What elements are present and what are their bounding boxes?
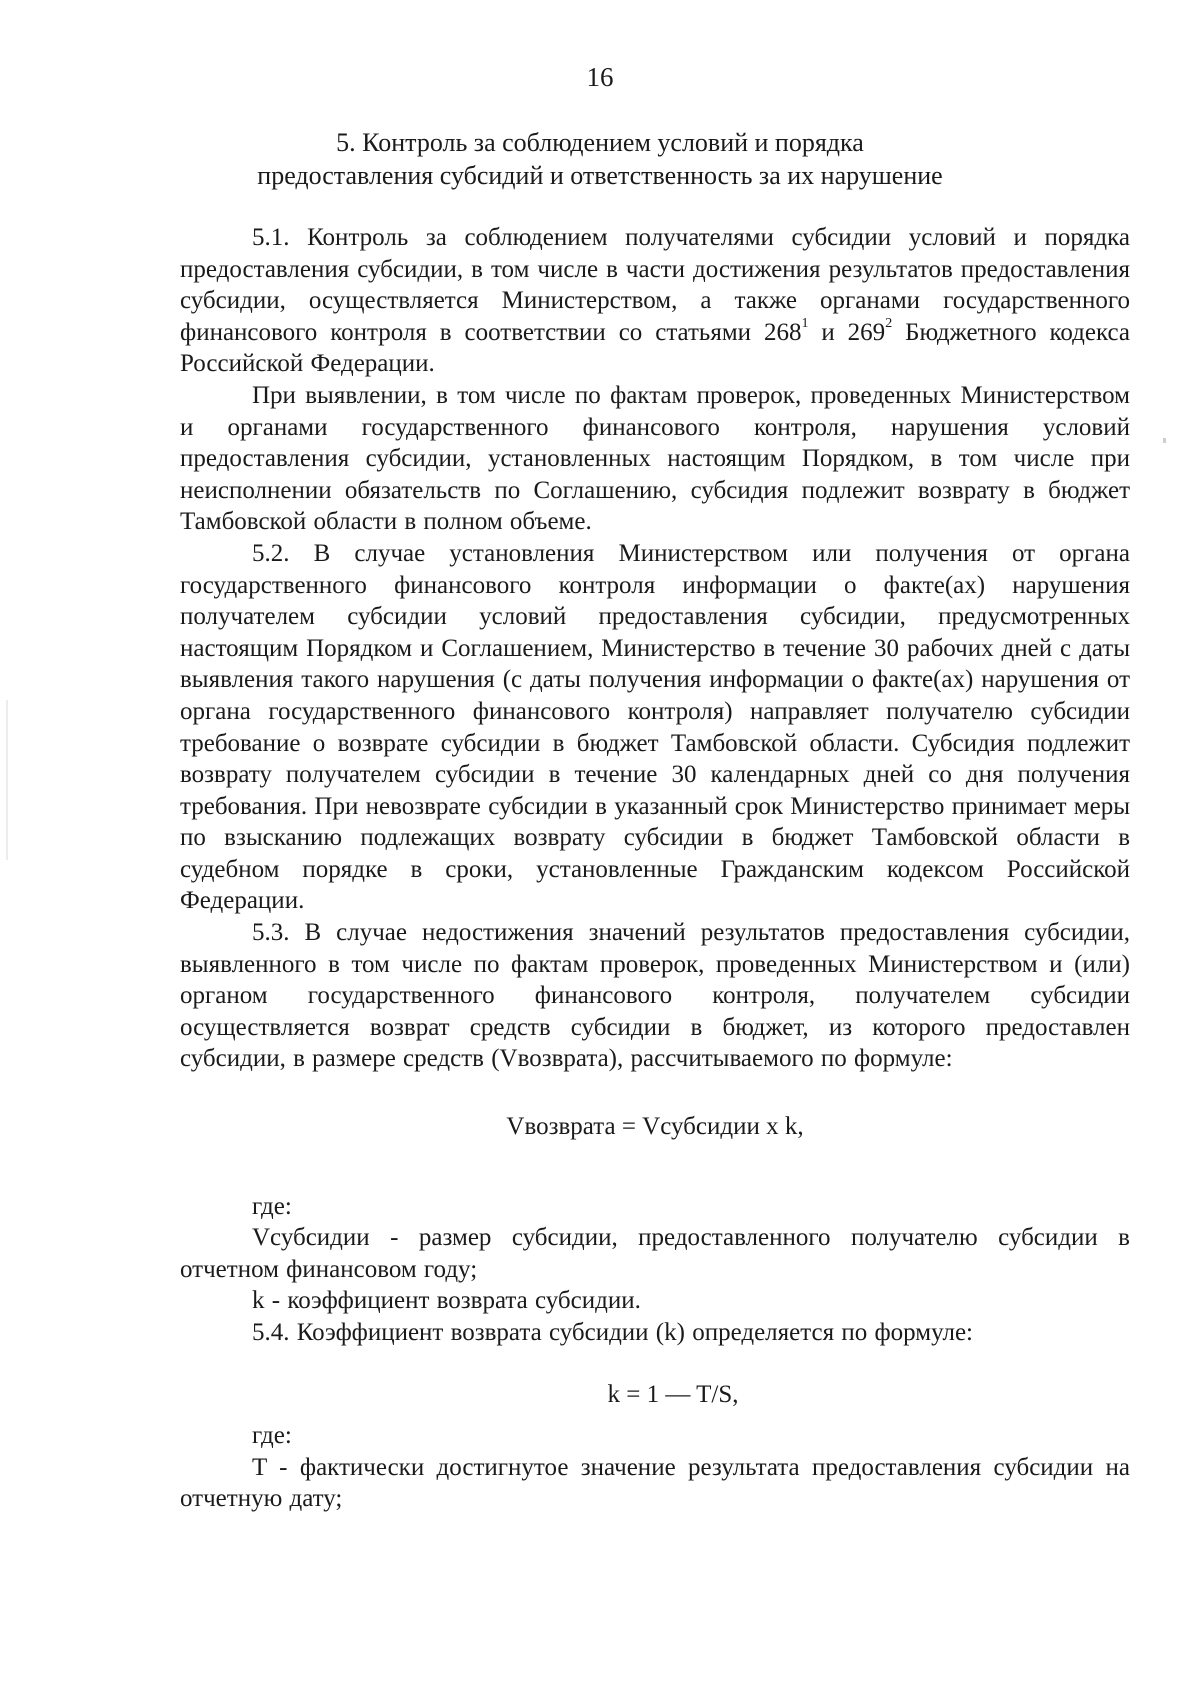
paragraph-5-3: 5.3. В случае недостижения значений результатов предоставления субсидии, выявленного в том числе по фактам проверок, проведенных Министерством и (или) органом государственного финансового контроля, получателем субсидии осуществляется возврат средств субсидии в бюджет, из которого предоставлен субсидии, в размере средств (Vвозврата), рассчитываемого по формуле: (180, 919, 1130, 1073)
footnote-superscript-1: 1 (801, 316, 809, 332)
paragraph-5-1-text: 5.1. Контроль за соблюдением получателями субсидии условий и порядка предоставления субсидии, в том числе в части достижения результатов предоставления субсидии, осуществляется Министерством, а также органами государственного финансового контроля в соответствии со статьями 268 (180, 224, 1130, 346)
definition-k: k - коэффициент возврата субсидии. (252, 1287, 641, 1315)
definition-t: T - фактически достигнутое значение результата предоставления субсидии на отчетную дату; (180, 1453, 1130, 1513)
section-heading-line-1: 5. Контроль за соблюдением условий и порядка (336, 128, 864, 157)
paragraph-5-1-violations: При выявлении, в том числе по фактам проверок, проведенных Министерством и органами государственного финансового контроля, нарушения условий предоставления субсидии, установленных настоящим Порядком, в том числе при неисполнении обязательств по Соглашению, субсидия подлежит возврату в бюджет Тамбовской области в полном объеме. (180, 381, 1130, 536)
scan-artifact (6, 700, 8, 860)
paragraph-5-2: 5.2. В случае установления Министерством или получения от органа государственного финансового контроля информации о факте(ах) нарушения получателем субсидии условий предоставления субсидии, предусмотренных настоящим Порядком и Соглашением, Министерство в течение 30 рабочих дней с даты выявления такого нарушения (с даты получения информации о факте(ах) нарушения от органа государственного финансового контроля) направляет получателю субсидии требование о возврате субсидии в бюджет Тамбовской области. Субсидия подлежит возврату получателем субсидии в течение 30 календарных дней со дня получения требования. При невозврате субсидии в указанный срок Министерство принимает меры по взысканию подлежащих возврату субсидии в бюджет Тамбовской области в судебном порядке в сроки, установленные Гражданским кодексом Российской Федерации. (180, 539, 1130, 915)
formula-refund-amount: Vвозврата = Vсубсидии x k, (506, 1113, 804, 1141)
section-heading-line-2: предоставления субсидий и ответственность за их нарушение (257, 161, 943, 190)
section-heading (0, 126, 1200, 192)
scan-artifact (1163, 438, 1166, 443)
where-label-2: где: (252, 1422, 292, 1450)
footnote-superscript-2: 2 (885, 316, 893, 332)
page-number: 16 (586, 62, 614, 92)
paragraph-5-1-end: Бюджетного кодекса Российской Федерации. (180, 318, 1130, 378)
document-body (180, 222, 1130, 1515)
paragraph-5-4: 5.4. Коэффициент возврата субсидии (k) определяется по формуле: (252, 1319, 974, 1346)
formula-coefficient: k = 1 — T/S, (607, 1380, 739, 1408)
definition-v-subsidy: Vсубсидии - размер субсидии, предоставленного получателю субсидии в отчетном финансовом году; (180, 1224, 1130, 1283)
paragraph-5-1 (180, 222, 1130, 380)
paragraph-5-1-mid: и 269 (808, 318, 886, 346)
where-label-1: где: (252, 1192, 292, 1220)
